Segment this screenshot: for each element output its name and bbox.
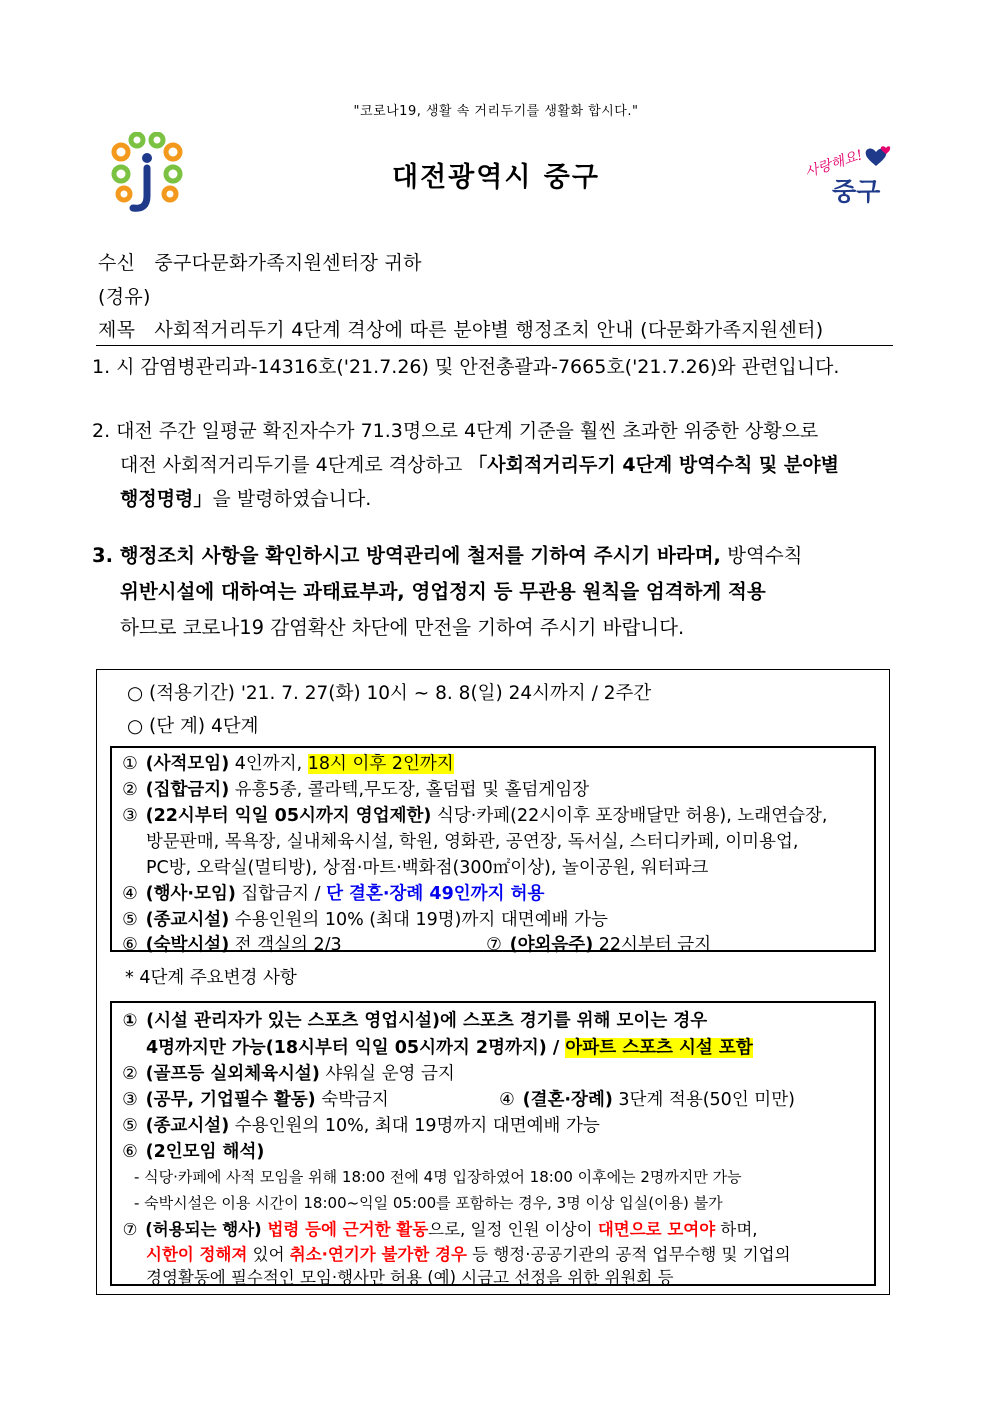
change-wedding-funeral: ④ (결혼·장례) 3단계 적용(50인 미만) [499,1090,795,1110]
change-allowed-events: ⑦ (허용되는 행사) 법령 등에 근거한 활동으로, 일정 인원 이상이 대면으로 모여야 하며, [122,1220,758,1239]
rule-lodging: ⑥ (숙박시설) 전 객실의 2/3 [122,935,342,955]
svg-text:사랑해요!: 사랑해요! [803,147,865,181]
change-allowed-events-line-2: 시한이 정해져 있어 취소·연기가 불가한 경우 등 행정·공공기관의 공적 업무수행 및 기업의 [146,1245,791,1264]
change-sports-facilities-line-2: 4명까지만 가능(18시부터 익일 05시까지 2명까지) / 아파트 스포츠 시설 포함 [146,1038,753,1058]
stage4-changes-box [110,1001,876,1286]
stage-level: ○ (단 계) 4단계 [127,716,259,737]
paragraph-2 [92,414,897,516]
stage4-rules-box [110,746,876,955]
rule-religious: ⑤ (종교시설) 수용인원의 10% (최대 19명)까지 대면예배 가능 [122,910,608,930]
change-sports-facilities: ① (시설 관리자가 있는 스포츠 영업시설)에 스포츠 경기를 위해 모이는 경우 [122,1011,708,1031]
paragraph-3-line-3: 하므로 코로나19 감염확산 차단에 만전을 기하여 주시기 바랍니다. [120,616,685,639]
change-two-person-detail-2: - 숙박시설은 이용 시간이 18:00~익일 05:00를 포함하는 경우, 3명 이상 입실(이용) 불가 [134,1194,723,1212]
paragraph-1-text: 1. 시 감염병관리과-14316호('21.7.26) 및 안전총괄과-7665호('21.7.26)와 관련입니다. [92,356,840,378]
paragraph-2-line-2: 대전 사회적거리두기를 4단계로 격상하고 「사회적거리두기 4단계 방역수칙 및 분야별 [120,454,839,476]
header-divider [96,345,893,346]
paragraph-2-line-3: 행정명령」을 발령하였습니다. [120,488,372,510]
rule-business-hours-line-3: PC방, 오락실(멀티방), 상점·마트·백화점(300㎡이상), 놀이공원, 워터파크 [146,858,709,878]
paragraph-1 [92,350,897,384]
paragraph-3-line-1: 3. 행정조치 사항을 확인하시고 방역관리에 철저를 기하여 주시기 바라며, 방역수칙 [92,544,803,567]
via-line: (경유) [98,286,151,308]
subject-value: 사회적거리두기 4단계 격상에 따른 분야별 행정조치 안내 (다문화가족지원센터) [154,319,824,341]
changes-title: * 4단계 주요변경 사항 [125,968,297,988]
paragraph-3-line-2: 위반시설에 대하여는 과태료부과, 영업정지 등 무관용 원칙을 엄격하게 적용 [120,580,766,603]
subject-label: 제목 [98,319,136,341]
recipient-value: 중구다문화가족지원센터장 귀하 [154,252,422,274]
recipient-label: 수신 [98,252,136,274]
change-two-person-detail-1: - 식당·카페에 사적 모임을 위해 18:00 전에 4명 입장하였어 18:00 이후에는 2명까지만 가능 [134,1168,742,1186]
application-period: ○ (적용기간) '21. 7. 27(화) 10시 ~ 8. 8(일) 24시까지 / 2주간 [127,683,652,704]
saranghaeyo-junggu-logo [798,140,898,210]
subject-line [98,315,823,342]
rule-private-gathering: ① (사적모임) 4인까지, 18시 이후 2인까지 [122,754,454,774]
recipient-line [98,248,422,275]
rule-outdoor-drinking: ⑦ (야외음주) 22시부터 금지 [486,935,712,955]
change-two-person-interpretation: ⑥ (2인모임 해석) [122,1142,265,1162]
paragraph-3 [92,538,897,646]
change-golf: ② (골프등 실외체육시설) 샤워실 운영 금지 [122,1064,455,1084]
svg-text:중구: 중구 [832,177,881,206]
measures-box [96,669,890,1295]
org-title: 대전광역시 중구 [392,162,600,193]
rule-events: ④ (행사·모임) 집합금지 / 단 결혼·장례 49인까지 허용 [122,884,545,904]
paragraph-2-line-1: 2. 대전 주간 일평균 확진자수가 71.3명으로 4단계 기준을 훨씬 초과한 위중한 상황으로 [92,420,819,442]
slogan: "코로나19, 생활 속 거리두기를 생활화 합시다." [353,104,639,119]
change-religious: ⑤ (종교시설) 수용인원의 10%, 최대 19명까지 대면예배 가능 [122,1116,600,1136]
change-public-business: ③ (공무, 기업필수 활동) 숙박금지 [122,1090,389,1110]
rule-business-hours: ③ (22시부터 익일 05시까지 영업제한) 식당·카페(22시이후 포장배달만 허용), 노래연습장, [122,806,828,826]
change-allowed-events-line-3: 경영활동에 필수적인 모임·행사만 허용 (예) 시금고 선정을 위한 위원회 등 [146,1268,674,1287]
rule-gathering-ban: ② (집합금지) 유흥5종, 콜라텍,무도장, 홀덤펍 및 홀덤게임장 [122,780,590,800]
rule-business-hours-line-2: 방문판매, 목욕장, 실내체육시설, 학원, 영화관, 공연장, 독서실, 스터디카페, 이미용업, [146,832,799,852]
